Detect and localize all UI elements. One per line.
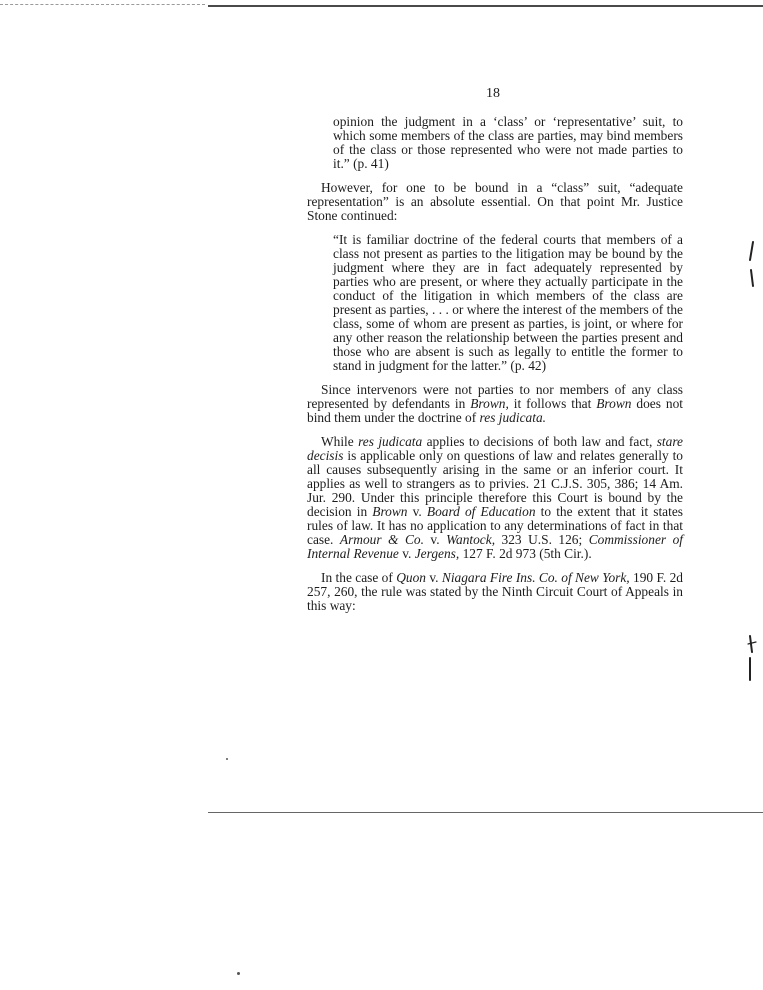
- text-run: Since intervenors were not parties to nor members of any class represented by defendants in: [307, 382, 683, 411]
- legal-term: res judicata: [358, 434, 423, 449]
- page-number: 18: [486, 86, 500, 101]
- text-run: 190 F. 2d 257, 260, the rule was stated by the Ninth Circuit Court of Appeals in this way:: [307, 570, 683, 613]
- paragraph-adequate-representation: However, for one to be bound in a “class” suit, “adequate representation” is an absolute essential. On that point Mr. Justice Stone continued:: [307, 180, 683, 223]
- case-name: Wantock,: [446, 532, 496, 547]
- scan-speck: [237, 972, 240, 975]
- text-run: is applicable only on questions of law and relates generally to all causes subsequently arising in the same or an inferior court. It applies as well to strangers as to privies. 21 C.J.S. 305, 386; 14 Am. Jur. 290. Under this principle therefore this Court is bound by the decision in: [307, 448, 683, 519]
- case-name: Brown: [372, 504, 408, 519]
- case-name: Quon: [396, 570, 426, 585]
- text-run: 127 F. 2d 973 (5th Cir.).: [459, 546, 592, 561]
- paragraph-intervenors: [307, 383, 683, 425]
- case-name: Niagara Fire Ins. Co. of New York,: [441, 570, 630, 585]
- block-quote-1: opinion the judgment in a ‘class’ or ‘representative’ suit, to which some members of the class are parties, may bind members of the class or those represented who were not made parties to it.” (p. 41): [333, 114, 683, 171]
- text-column: [307, 115, 683, 623]
- case-name: Brown,: [470, 396, 509, 411]
- margin-bracket-mark-2: [742, 632, 762, 684]
- margin-bracket-mark-1: [744, 240, 760, 290]
- text-run: v.: [423, 532, 447, 547]
- text-run: 323 U.S. 126;: [495, 532, 589, 547]
- text-run: does not bind them under the doctrine of: [307, 396, 683, 425]
- case-name: Commissioner of Internal Revenue: [307, 532, 683, 561]
- bottom-rule: [208, 812, 763, 813]
- case-name: Armour & Co.: [339, 532, 424, 547]
- top-rule: [208, 5, 763, 7]
- case-name: Brown: [596, 396, 632, 411]
- text-run: v.: [425, 570, 442, 585]
- legal-term: res judicata.: [479, 410, 546, 425]
- text-run: to the extent that it states rules of law. It has no application to any determinations of fact in that case.: [307, 504, 683, 547]
- text-run: it follows that: [508, 396, 597, 411]
- text-run: applies to decisions of both law and fact,: [422, 434, 657, 449]
- paragraph-stare-decisis: [307, 435, 683, 561]
- block-quote-2: “It is familiar doctrine of the federal courts that members of a class not present as parties to the litigation may be bound by the judgment where they are in fact adequately represented by parties who are present, or where they actually participate in the conduct of the litigation in which members of the class are present as parties, . . . or where the interest of the members of the class, some of whom are present as parties, is joint, or where for any other reason the relationship between the parties present and those who are absent is such as legally to entitle the former to stand in judgment for the latter.” (p. 42): [333, 232, 683, 373]
- text-run: v.: [398, 546, 415, 561]
- case-name: Jergens,: [414, 546, 460, 561]
- text-run: While: [321, 434, 359, 449]
- text-run: v.: [407, 504, 427, 519]
- top-scan-dashes: [0, 4, 205, 5]
- paragraph-quon: [307, 571, 683, 613]
- case-name: Board of Education: [426, 504, 536, 519]
- legal-term: stare decisis: [307, 434, 683, 463]
- scan-speck: [226, 758, 228, 760]
- text-run: In the case of: [321, 570, 397, 585]
